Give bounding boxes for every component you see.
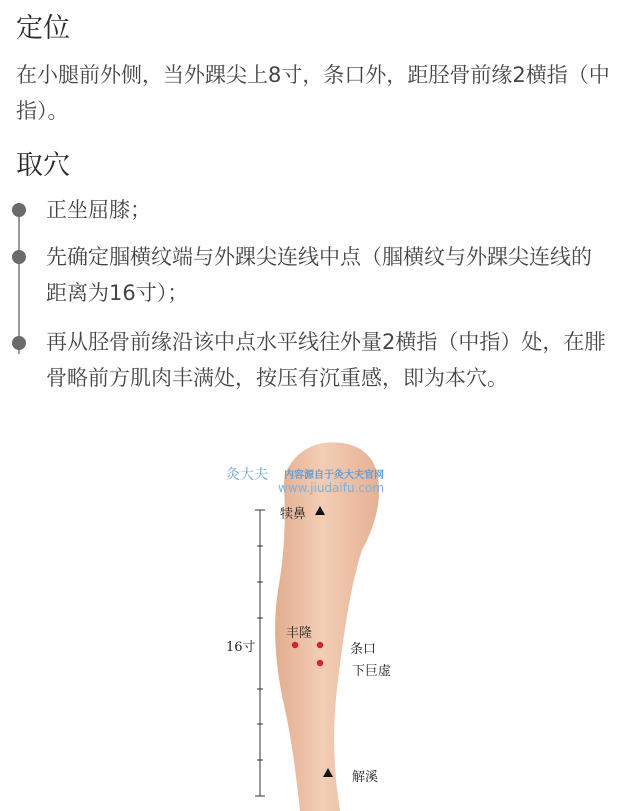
step-bullet bbox=[12, 203, 26, 217]
method-heading: 取穴 bbox=[16, 150, 70, 181]
label-dubi: 犊鼻 bbox=[280, 507, 307, 522]
watermark-logo: 灸大夫 bbox=[226, 467, 268, 483]
step-timeline-line bbox=[18, 208, 20, 354]
leg-illustration bbox=[212, 440, 442, 811]
watermark-text: 内容源自于灸大夫官网 bbox=[284, 470, 384, 481]
location-heading: 定位 bbox=[16, 13, 70, 44]
label-jiexi: 解溪 bbox=[352, 770, 379, 785]
step-bullet bbox=[12, 250, 26, 264]
step-2: 先确定腘横纹端与外踝尖连线中点（腘横纹与外踝尖连线的距离为16寸）； bbox=[46, 245, 592, 305]
watermark-url: www.jiudaifu.com bbox=[278, 481, 385, 495]
step-bullet bbox=[12, 336, 26, 350]
xiajuxu-point bbox=[317, 660, 323, 666]
method-steps bbox=[0, 192, 620, 442]
fenglong-point bbox=[292, 642, 298, 648]
label-tiaokou: 条口 bbox=[350, 642, 377, 657]
label-xiajuxu: 下巨虚 bbox=[352, 664, 392, 679]
tiaokou-point bbox=[317, 642, 323, 648]
acupoint-figure bbox=[212, 440, 442, 811]
step-3: 再从胫骨前缘沿该中点水平线往外量2横指（中指）处，在腓骨略前方肌肉丰满处，按压有沉重感，即为本穴。 bbox=[46, 330, 606, 390]
step-1: 正坐屈膝； bbox=[46, 198, 151, 222]
label-fenglong: 丰隆 bbox=[286, 626, 313, 641]
location-text: 在小腿前外侧，当外踝尖上8寸，条口外，距胫骨前缘2横指（中指）。 bbox=[16, 63, 610, 123]
label-measure: 16寸 bbox=[226, 636, 256, 655]
